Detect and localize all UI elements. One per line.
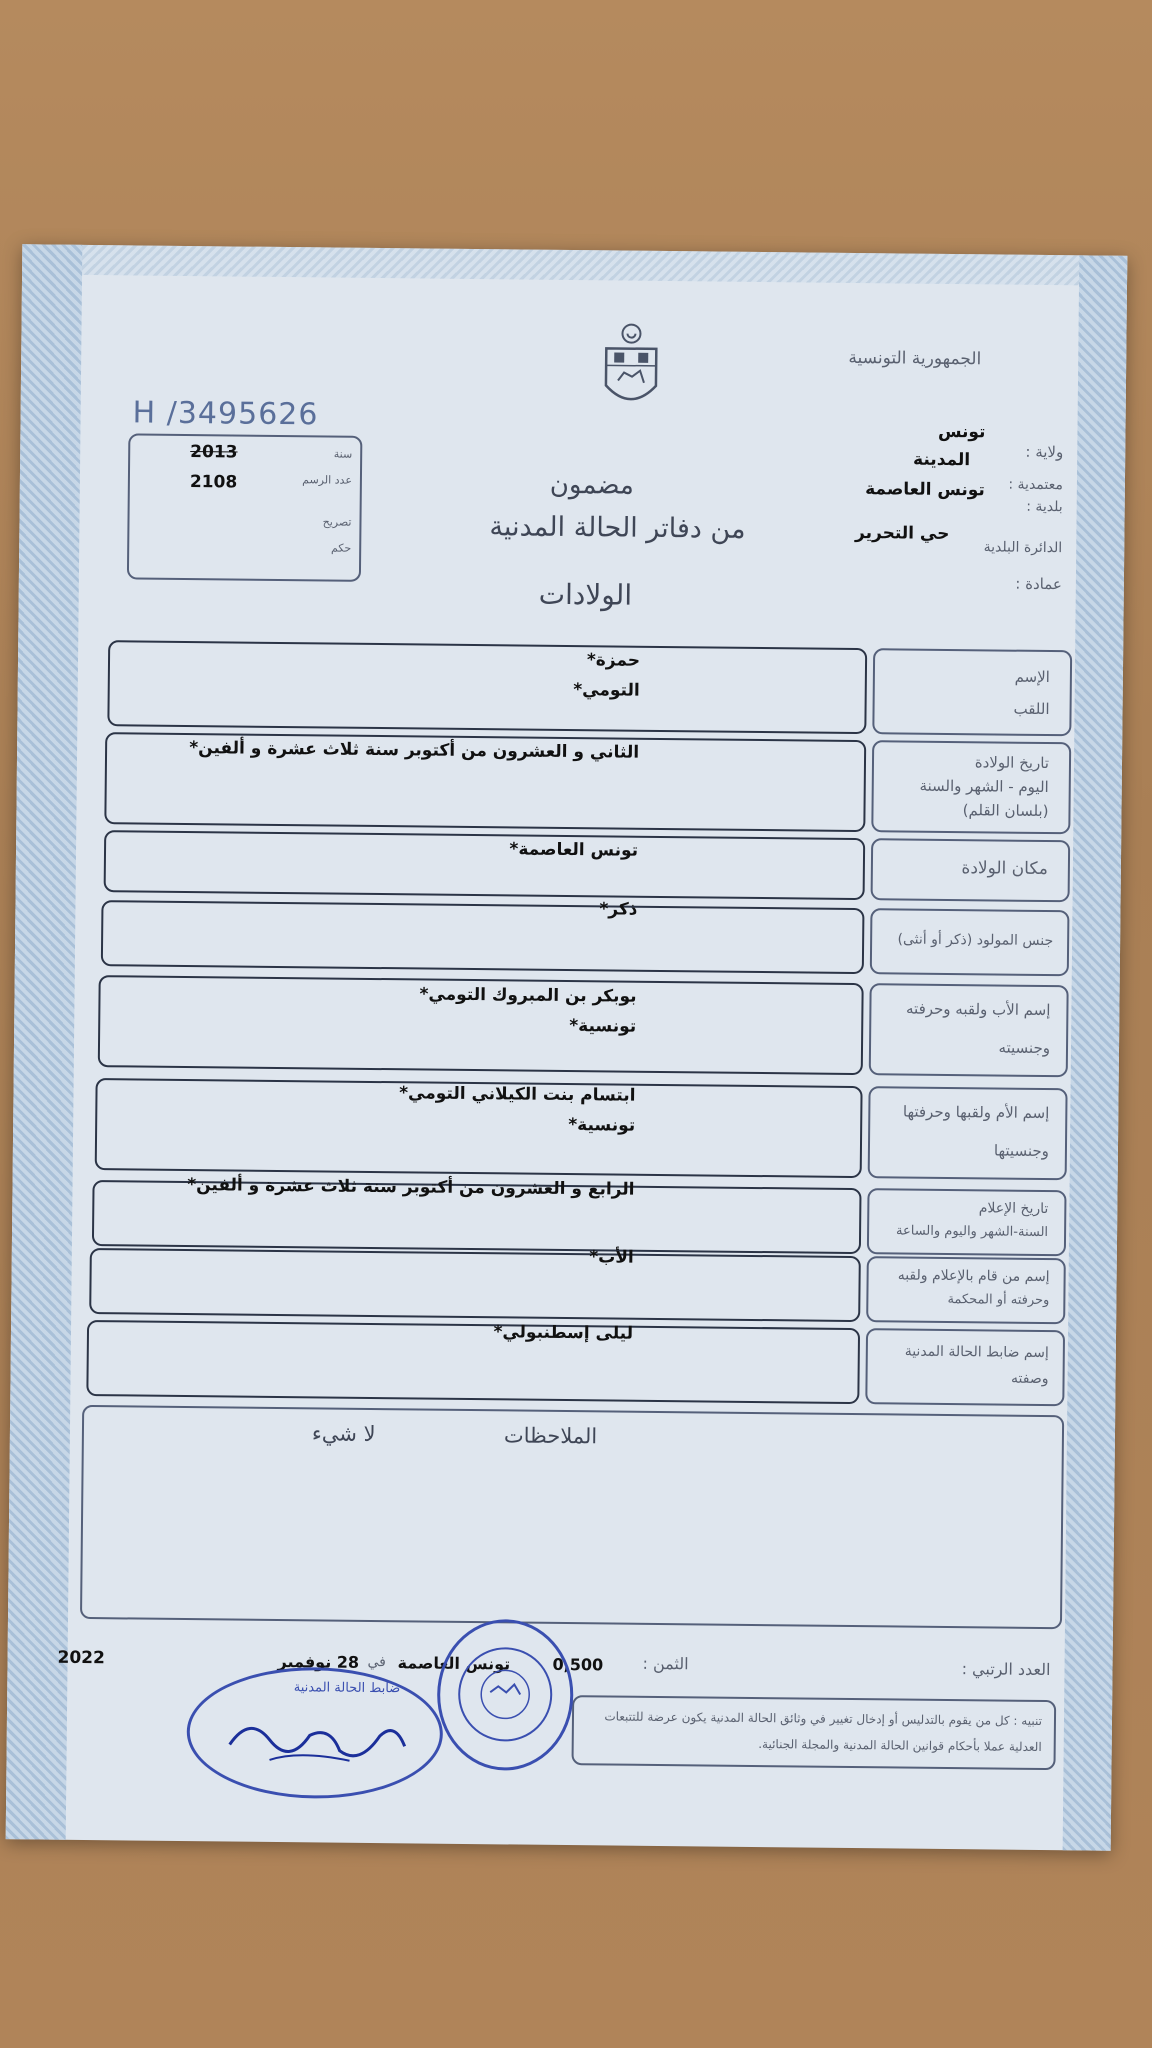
father-label: إسم الأب ولقبه وحرفته xyxy=(905,999,1051,1020)
value-municipality: تونس العاصمة xyxy=(865,479,985,501)
father-nationality-label: وجنسيته xyxy=(998,1038,1051,1058)
date-prefix: في xyxy=(367,1653,387,1671)
declaration-date-sublabel: السنة-الشهر واليوم والساعة xyxy=(895,1223,1049,1241)
corner-label-year: سنة xyxy=(333,447,353,461)
title-registers: من دفاتر الحالة المدنية xyxy=(489,511,746,545)
notice-box xyxy=(571,1695,1056,1770)
signature-stamp-title: ضابط الحالة المدنية xyxy=(293,1680,401,1697)
mother-label: إسم الأم ولقبها وحرفتها xyxy=(902,1102,1050,1123)
mother-nationality-label: وجنسيتها xyxy=(993,1141,1050,1161)
corner-label-judgment: حكم xyxy=(330,541,352,555)
field-label-box xyxy=(869,983,1069,1077)
value-governorate: تونس xyxy=(937,421,986,443)
birth-certificate xyxy=(6,244,1128,1850)
field-label-box xyxy=(867,1188,1067,1256)
father-nationality-value: تونسية* xyxy=(569,1016,637,1037)
field-label-box xyxy=(870,908,1070,976)
field-value-box xyxy=(89,1248,861,1322)
notice-text: تنبيه : كل من يقوم بالتدليس أو إدخال تغيير في وثائق الحالة المدنية يكون عرضة للتتبعات العدلية عملا بأحكام قوانين الحالة المدنية والمجلة الجنائية. xyxy=(604,1709,1043,1755)
surname-label: اللقب xyxy=(1013,699,1050,719)
field-label-box xyxy=(865,1328,1065,1406)
field-label-box xyxy=(872,648,1072,736)
first-name-label: الإسم xyxy=(1014,667,1051,687)
birth-place-label: مكان الولادة xyxy=(961,858,1048,880)
corner-label-declaration: تصريح xyxy=(322,515,352,529)
label-municipal-district: الدائرة البلدية xyxy=(983,539,1063,557)
label-municipality: بلدية : xyxy=(1026,498,1063,516)
birth-date-label: تاريخ الولادة xyxy=(974,753,1050,773)
registrar-signature-stamp xyxy=(186,1666,443,1800)
field-label-box xyxy=(866,1256,1066,1324)
serial-number: H /3495626 xyxy=(132,395,319,433)
registrar-label: إسم ضابط الحالة المدنية xyxy=(904,1343,1049,1362)
declarant-sublabel: وحرفته أو المحكمة xyxy=(947,1292,1050,1309)
field-value-box xyxy=(104,732,866,832)
act-year: 2013 xyxy=(190,442,238,463)
label-governorate: ولاية : xyxy=(1025,442,1064,462)
value-delegation: المدينة xyxy=(913,449,971,471)
first-name-value: حمزة* xyxy=(586,650,641,671)
issue-year: 2022 xyxy=(57,1647,106,1669)
declarant-value: الأب* xyxy=(589,1247,634,1268)
field-value-box xyxy=(95,1078,863,1178)
field-value-box xyxy=(86,1320,860,1404)
paper-right-border xyxy=(1063,255,1128,1850)
declaration-date-label: تاريخ الإعلام xyxy=(978,1200,1049,1218)
remarks-label: الملاحظات xyxy=(503,1423,598,1449)
field-value-box xyxy=(101,900,865,974)
birth-date-sublabel: اليوم - الشهر والسنة xyxy=(919,776,1049,797)
title-summary: مضمون xyxy=(549,469,635,501)
coat-of-arms-icon xyxy=(596,320,667,416)
section-title-births: الولادات xyxy=(538,577,633,612)
field-label-box xyxy=(871,838,1071,902)
price-label: الثمن : xyxy=(642,1653,689,1674)
birth-place-value: تونس العاصمة* xyxy=(509,839,639,861)
field-label-box xyxy=(871,740,1071,834)
remarks-box xyxy=(80,1405,1064,1629)
handwritten-signature xyxy=(209,1704,420,1776)
sex-label: جنس المولود (ذكر أو أنثى) xyxy=(897,931,1054,950)
field-value-box xyxy=(107,640,867,734)
mother-value: ابتسام بنت الكيلاني التومي* xyxy=(399,1083,636,1106)
act-number: 2108 xyxy=(189,472,238,493)
label-sector: عمادة : xyxy=(1015,574,1062,594)
birth-date-note: (بلسان القلم) xyxy=(962,801,1049,821)
field-value-box xyxy=(92,1175,862,1254)
value-district: حي التحرير xyxy=(854,522,950,544)
registrar-sublabel: وصفته xyxy=(1011,1370,1049,1388)
official-round-stamp xyxy=(436,1619,574,1771)
surname-value: التومي* xyxy=(573,680,640,701)
field-label-box xyxy=(868,1086,1068,1180)
registrar-value: ليلى إسطنبولي* xyxy=(493,1322,634,1344)
declaration-date-value: الرابع و العشرون من أكتوبر سنة ثلاث عشرة و ألفين* xyxy=(187,1175,635,1200)
act-reference-box xyxy=(127,433,363,581)
issue-date: 28 نوفمبر xyxy=(277,1652,360,1672)
issue-place: تونس العاصمة xyxy=(397,1653,511,1674)
field-value-box xyxy=(98,975,864,1075)
republic-heading: الجمهورية التونسية xyxy=(848,347,982,370)
mother-nationality-value: تونسية* xyxy=(568,1115,636,1136)
father-value: بوبكر بن المبروك التومي* xyxy=(419,984,637,1007)
birth-date-value: الثاني و العشرون من أكتوبر سنة ثلاث عشرة و ألفين* xyxy=(189,738,640,763)
paper-top-border xyxy=(22,244,1127,286)
remarks-value: لا شيء xyxy=(311,1421,376,1447)
field-value-box xyxy=(104,830,866,900)
reg-number-label: العدد الرتبي : xyxy=(961,1659,1051,1680)
declarant-label: إسم من قام بالإعلام ولقبه xyxy=(897,1267,1050,1286)
corner-label-act: عدد الرسم xyxy=(302,473,352,487)
sex-value: ذكر* xyxy=(599,899,638,920)
paper-left-border xyxy=(6,244,83,1840)
price-value: 0,500 xyxy=(552,1654,604,1675)
label-delegation: معتمدية : xyxy=(1008,476,1063,494)
